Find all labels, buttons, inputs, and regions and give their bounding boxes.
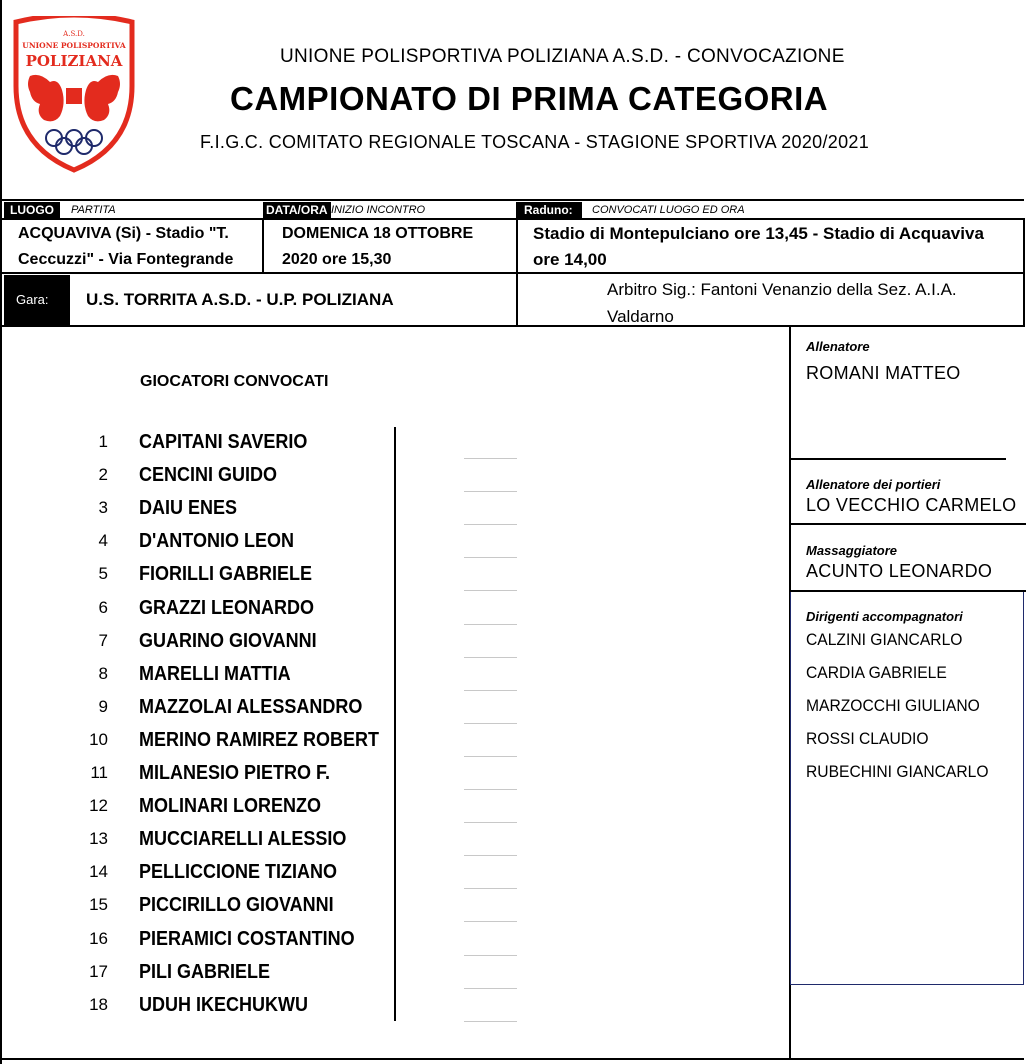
- player-number: 7: [98, 630, 108, 650]
- left-border: [0, 0, 2, 1064]
- player-row-line: [464, 789, 517, 790]
- player-name: MERINO RAMIREZ ROBERT: [139, 728, 380, 751]
- player-row-line: [464, 624, 517, 625]
- massaggiatore-name: ACUNTO LEONARDO: [806, 561, 993, 581]
- raduno-label: Raduno:: [516, 202, 582, 219]
- player-name: D'ANTONIO LEON: [139, 530, 294, 553]
- info-divider-2: [516, 218, 518, 326]
- player-name: GRAZZI LEONARDO: [139, 596, 314, 619]
- raduno-value: [533, 221, 984, 273]
- player-number: 15: [89, 895, 108, 915]
- player-row-line: [464, 458, 517, 459]
- data-label: DATA/ORA: [263, 202, 331, 219]
- players-divider: [394, 427, 396, 1021]
- player-number: 11: [90, 763, 108, 782]
- player-name: FIORILLI GABRIELE: [139, 563, 312, 586]
- player-row-line: [464, 657, 517, 658]
- arbitro-line2: Valdarno: [607, 307, 674, 326]
- dirigente-name: CARDIA GABRIELE: [806, 663, 947, 682]
- player-number: 13: [89, 829, 108, 849]
- player-row-line: [464, 921, 517, 922]
- player-row-line: [464, 590, 517, 591]
- dirigente-name: RUBECHINI GIANCARLO: [806, 762, 989, 781]
- dirigente-name: CALZINI GIANCARLO: [806, 630, 963, 649]
- player-number: 3: [98, 498, 108, 518]
- player-name: CAPITANI SAVERIO: [139, 431, 308, 453]
- bottom-border: [0, 1058, 1024, 1060]
- raduno-line2: ore 14,00: [533, 250, 607, 269]
- allenatore-label: Allenatore: [806, 339, 870, 354]
- player-name: MUCCIARELLI ALESSIO: [139, 828, 347, 851]
- player-row-line: [464, 888, 517, 889]
- portieri-label: Allenatore dei portieri: [806, 477, 941, 492]
- luogo-line2: Ceccuzzi" - Via Fontegrande: [18, 251, 234, 268]
- player-name: PIERAMICI COSTANTINO: [139, 927, 355, 950]
- gara-label: Gara:: [4, 275, 70, 325]
- info-divider-1: [262, 218, 264, 273]
- player-number: 2: [98, 465, 108, 485]
- player-row-line: [464, 524, 517, 525]
- player-row-line: [464, 822, 517, 823]
- raduno-note: CONVOCATI LUOGO ED ORA: [592, 204, 745, 216]
- logo-line3: POLIZIANA: [25, 52, 123, 70]
- player-number: 6: [98, 597, 108, 617]
- player-number: 18: [89, 994, 108, 1014]
- players-title: GIOCATORI CONVOCATI: [140, 373, 329, 390]
- player-row-line: [464, 491, 517, 492]
- player-name: PELLICCIONE TIZIANO: [139, 861, 337, 884]
- massaggiatore-label: Massaggiatore: [806, 543, 898, 558]
- portieri-name: LO VECCHIO CARMELO: [806, 495, 1017, 515]
- header-top-line: [0, 199, 1024, 201]
- dirigente-name: MARZOCCHI GIULIANO: [806, 696, 980, 715]
- player-name: DAIU ENES: [139, 497, 238, 520]
- player-name: PILI GABRIELE: [139, 960, 271, 983]
- player-name: CENCINI GUIDO: [139, 464, 278, 487]
- info-right-border: [1023, 218, 1025, 326]
- document-title: CAMPIONATO DI PRIMA CATEGORIA: [230, 80, 829, 117]
- data-note: INIZIO INCONTRO: [331, 204, 426, 216]
- document-subtitle: F.I.G.C. COMITATO REGIONALE TOSCANA - STAGIONE SPORTIVA 2020/2021: [200, 132, 870, 152]
- data-line2: 2020 ore 15,30: [282, 251, 392, 268]
- player-number: 14: [89, 862, 108, 882]
- player-name: PICCIRILLO GIOVANNI: [139, 894, 334, 917]
- arbitro-line1: Arbitro Sig.: Fantoni Venanzio della Sez. A.I.A.: [607, 280, 957, 299]
- player-number: 17: [89, 961, 108, 981]
- luogo-note: PARTITA: [71, 204, 116, 216]
- arbitro-info: [607, 276, 1007, 330]
- dirigente-name: ROSSI CLAUDIO: [806, 729, 929, 748]
- player-row-line: [464, 1021, 517, 1022]
- staff-line-2: [791, 523, 1026, 525]
- logo-line2: UNIONE POLISPORTIVA: [22, 41, 126, 50]
- player-name: MARELLI MATTIA: [139, 662, 291, 685]
- player-name: MILANESIO PIETRO F.: [139, 762, 331, 784]
- player-row-line: [464, 855, 517, 856]
- player-row-line: [464, 723, 517, 724]
- player-row-line: [464, 756, 517, 757]
- player-name: MAZZOLAI ALESSANDRO: [139, 695, 363, 718]
- logo-line1: A.S.D.: [63, 30, 85, 38]
- organization-heading: UNIONE POLISPORTIVA POLIZIANA A.S.D. - CONVOCAZIONE: [280, 46, 845, 67]
- club-logo: [10, 16, 138, 174]
- player-number: 9: [98, 696, 108, 716]
- raduno-line1: Stadio di Montepulciano ore 13,45 - Stadio di Acquaviva: [533, 224, 984, 243]
- dirigenti-box: [790, 592, 1024, 985]
- player-name: GUARINO GIOVANNI: [139, 629, 317, 652]
- player-number: 4: [98, 531, 108, 551]
- data-line1: DOMENICA 18 OTTOBRE: [282, 225, 474, 242]
- data-value: [282, 221, 473, 273]
- info-top-line: [0, 218, 1025, 220]
- luogo-label: LUOGO: [4, 202, 60, 219]
- player-row-line: [464, 988, 517, 989]
- player-number: 16: [89, 928, 108, 948]
- player-row-line: [464, 690, 517, 691]
- player-number: 5: [98, 564, 108, 584]
- player-name: UDUH IKECHUKWU: [139, 993, 308, 1016]
- dirigenti-label: Dirigenti accompagnatori: [806, 609, 963, 624]
- luogo-value: [18, 221, 233, 273]
- gara-value: U.S. TORRITA A.S.D. - U.P. POLIZIANA: [86, 290, 394, 309]
- player-row-line: [464, 955, 517, 956]
- player-number: 12: [89, 796, 108, 816]
- player-row-line: [464, 557, 517, 558]
- luogo-line1: ACQUAVIVA (Si) - Stadio "T.: [18, 225, 229, 242]
- player-number: 10: [89, 729, 108, 749]
- player-number: 8: [98, 663, 108, 683]
- player-number: 1: [98, 432, 108, 451]
- staff-line-1: [791, 458, 1006, 460]
- player-name: MOLINARI LORENZO: [139, 795, 321, 818]
- allenatore-name: ROMANI MATTEO: [806, 363, 961, 383]
